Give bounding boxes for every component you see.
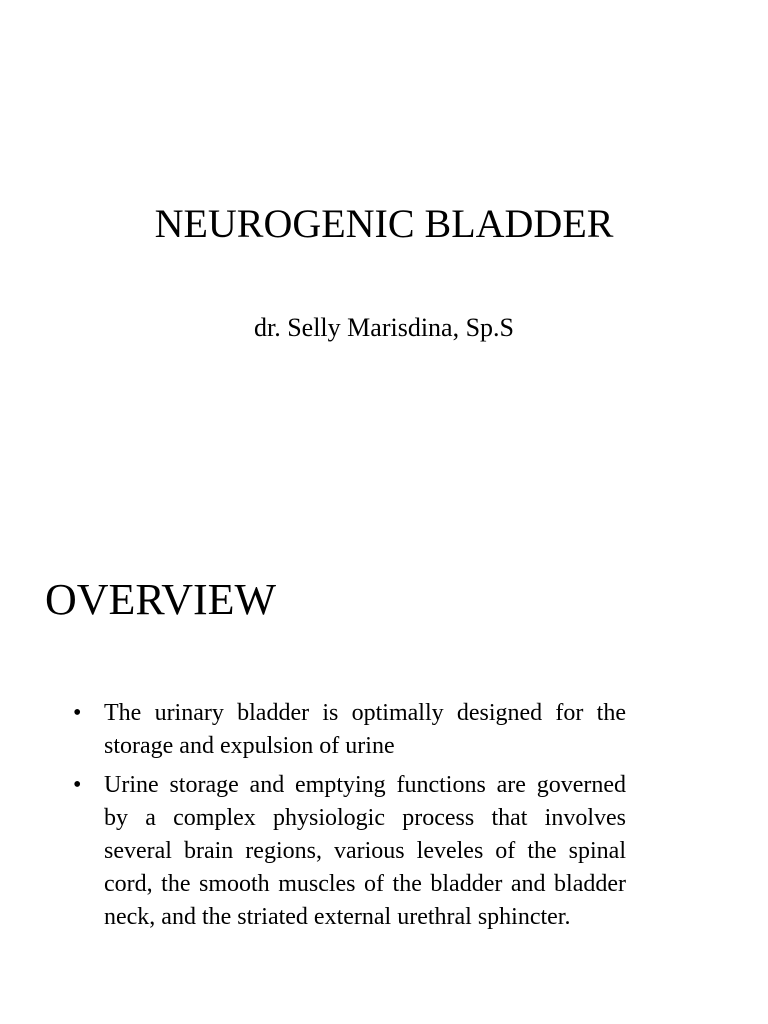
bullet-text: The urinary bladder is optimally designed for the storage and expulsion of urine bbox=[104, 700, 626, 759]
bullet-list bbox=[73, 697, 626, 940]
slide-heading: OVERVIEW bbox=[45, 575, 277, 624]
bullet-icon: • bbox=[73, 772, 82, 798]
list-item bbox=[73, 697, 626, 763]
bullet-icon: • bbox=[73, 700, 82, 726]
bullet-text: Urine storage and emptying functions are governed by a complex physiologic process that involves several brain regions, various leveles of the spinal cord, the smooth muscles of the bladder and bladder neck, and the striated external urethral sphincter. bbox=[104, 772, 626, 930]
list-item bbox=[73, 769, 626, 934]
overview-slide bbox=[0, 512, 768, 1024]
presenter-name: dr. Selly Marisdina, Sp.S bbox=[253, 313, 514, 342]
presentation-title: NEUROGENIC BLADDER bbox=[154, 201, 614, 246]
